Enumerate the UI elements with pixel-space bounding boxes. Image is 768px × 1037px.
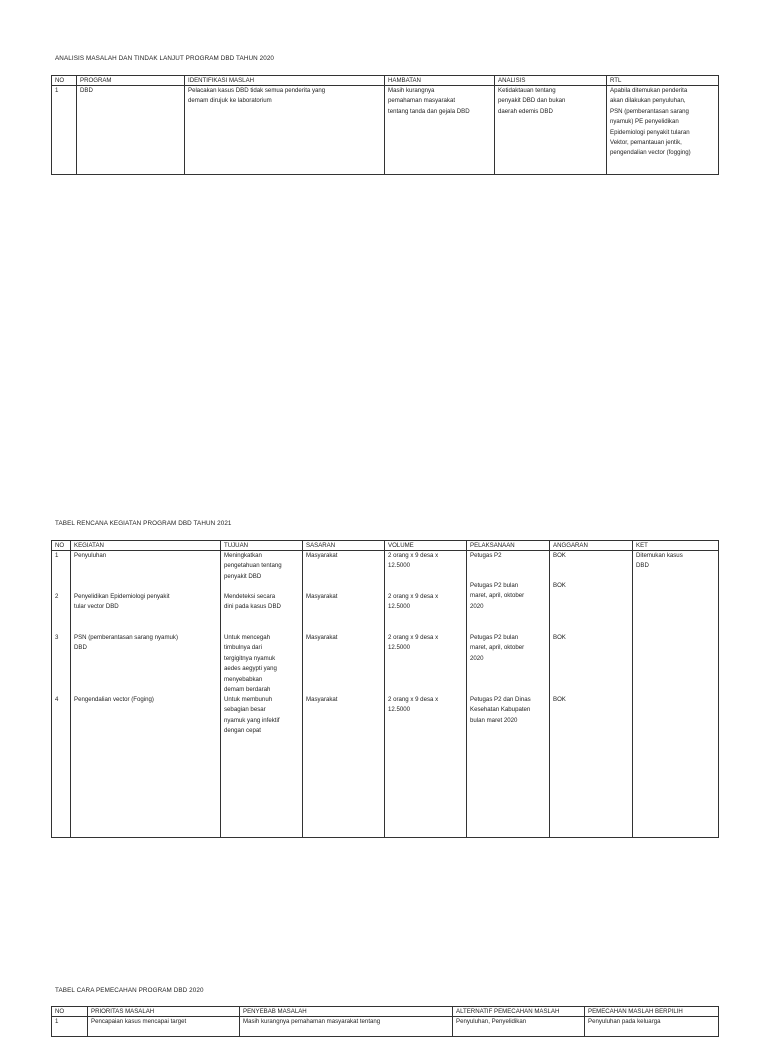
cell-prioritas: Pencapaian kasus mencapai target — [91, 1018, 187, 1025]
cell-anggaran: BOK — [553, 582, 566, 589]
cell-no: 1 — [55, 87, 59, 94]
col-header-pelaksanaan: PELAKSANAAN — [467, 541, 550, 551]
col-header-analisis: ANALISIS — [495, 76, 607, 86]
column-no — [52, 551, 71, 838]
cell-no: 3 — [55, 634, 59, 641]
cell-volume: 2 orang x 9 desa x 12.5000 — [388, 696, 439, 714]
cell-pelaksanaan: Petugas P2 bulan maret, april, oktober 2020 — [470, 582, 525, 610]
col-header-pemecahan: PEMECAHAN MASLAH BERPILIH — [585, 1007, 719, 1017]
cell-anggaran: BOK — [553, 634, 566, 641]
cell-tujuan: Mendeteksi secara dini pada kasus DBD — [224, 593, 281, 611]
table-row — [52, 1017, 719, 1037]
col-header-anggaran: ANGGARAN — [550, 541, 633, 551]
cell-no: 1 — [55, 552, 59, 559]
cell-alternatif: Penyuluhan, Penyelidikan — [456, 1018, 527, 1025]
cell-pelaksanaan: Petugas P2 dan Dinas Kesehatan Kabupaten bulan maret 2020 — [470, 696, 531, 724]
col-header-rtl: RTL — [607, 76, 719, 86]
cell-no: 1 — [55, 1018, 59, 1025]
col-header-prioritas: PRIORITAS MASALAH — [88, 1007, 240, 1017]
cell-tujuan: Untuk membunuh sebagian besar nyamuk yang infektif dengan cepat — [224, 696, 280, 735]
table-header-row — [52, 76, 719, 86]
table-header-row — [52, 541, 719, 551]
cell-pelaksanaan: Petugas P2 — [470, 552, 502, 559]
cell-tujuan: Untuk mencegah timbulnya dari tergigitnya nyamuk aedes aegypti yang menyebabkan demam berdarah — [224, 634, 277, 694]
cell-rtl: Apabila ditemukan penderita akan dilakukan penyuluhan, PSN (pemberantasan sarang nyamuk) PE penyelidikan Epidemiologi penyakit tularan Vektor, pemantauan jentik, pengendalian vector (fogging) — [610, 87, 691, 157]
cell-kegiatan: PSN (pemberantasan sarang nyamuk) DBD — [74, 634, 178, 652]
column-kegiatan — [71, 551, 221, 838]
cell-kegiatan: Penyelidikan Epidemiologi penyakit tular vector DBD — [74, 593, 170, 611]
table-row — [52, 86, 719, 175]
table-body-row — [52, 551, 719, 838]
doc3-title: TABEL CARA PEMECAHAN PROGRAM DBD 2020 — [55, 987, 204, 994]
col-header-no: NO — [52, 1007, 88, 1017]
col-header-identifikasi: IDENTIFIKASI MASLAH — [185, 76, 385, 86]
cell-sasaran: Masyarakat — [306, 634, 338, 641]
cell-pemecahan: Penyuluhan pada keluarga — [588, 1018, 661, 1025]
cell-tujuan: Meningkatkan pengetahuan tentang penyakit DBD — [224, 552, 282, 580]
cell-analisis: Ketidaktauan tentang penyakit DBD dan bukan daerah edemis DBD — [498, 87, 566, 115]
col-header-alternatif: ALTERNATIF PEMECAHAN MASLAH — [453, 1007, 585, 1017]
col-header-hambatan: HAMBATAN — [385, 76, 495, 86]
cell-penyebab: Masih kurangnya pemahaman masyarakat tentang — [243, 1018, 381, 1025]
column-pelaksanaan — [467, 551, 550, 838]
col-header-penyebab: PENYEBAB MASALAH — [240, 1007, 453, 1017]
cell-no: 4 — [55, 696, 59, 703]
cell-hambatan: Masih kurangnya pemahaman masyarakat tentang tanda dan gejala DBD — [388, 87, 470, 115]
analysis-table — [51, 75, 719, 175]
column-sasaran — [303, 551, 385, 838]
col-header-no: NO — [52, 76, 77, 86]
cell-program: DBD — [80, 87, 93, 94]
column-tujuan — [221, 551, 303, 838]
doc2-title: TABEL RENCANA KEGIATAN PROGRAM DBD TAHUN 2021 — [55, 520, 232, 527]
cell-sasaran: Masyarakat — [306, 696, 338, 703]
cell-sasaran: Masyarakat — [306, 552, 338, 559]
cell-volume: 2 orang x 9 desa x 12.5000 — [388, 552, 439, 570]
col-header-program: PROGRAM — [77, 76, 185, 86]
cell-identifikasi: Pelacakan kasus DBD tidak semua penderita yang demam dirujuk ke laboratorium — [188, 87, 326, 105]
col-header-sasaran: SASARAN — [303, 541, 385, 551]
cell-kegiatan: Pengendalian vector (Foging) — [74, 696, 154, 703]
cell-pelaksanaan: Petugas P2 bulan maret, april, oktober 2020 — [470, 634, 525, 662]
table-header-row — [52, 1007, 719, 1017]
cell-ket: Ditemukan kasus DBD — [636, 552, 683, 570]
cell-kegiatan: Penyuluhan — [74, 552, 107, 559]
doc1-title: ANALISIS MASALAH DAN TINDAK LANJUT PROGRAM DBD TAHUN 2020 — [55, 55, 275, 62]
column-anggaran — [550, 551, 633, 838]
col-header-volume: VOLUME — [385, 541, 467, 551]
col-header-kegiatan: KEGIATAN — [71, 541, 221, 551]
cell-no: 2 — [55, 593, 59, 600]
solution-table — [51, 1006, 719, 1037]
cell-sasaran: Masyarakat — [306, 593, 338, 600]
cell-anggaran: BOK — [553, 696, 566, 703]
col-header-ket: KET — [633, 541, 719, 551]
col-header-tujuan: TUJUAN — [221, 541, 303, 551]
column-ket — [633, 551, 719, 838]
plan-table — [51, 540, 719, 838]
cell-volume: 2 orang x 9 desa x 12.5000 — [388, 593, 439, 611]
col-header-no: NO — [52, 541, 71, 551]
cell-anggaran: BOK — [553, 552, 566, 559]
column-volume — [385, 551, 467, 838]
cell-volume: 2 orang x 9 desa x 12.5000 — [388, 634, 439, 652]
